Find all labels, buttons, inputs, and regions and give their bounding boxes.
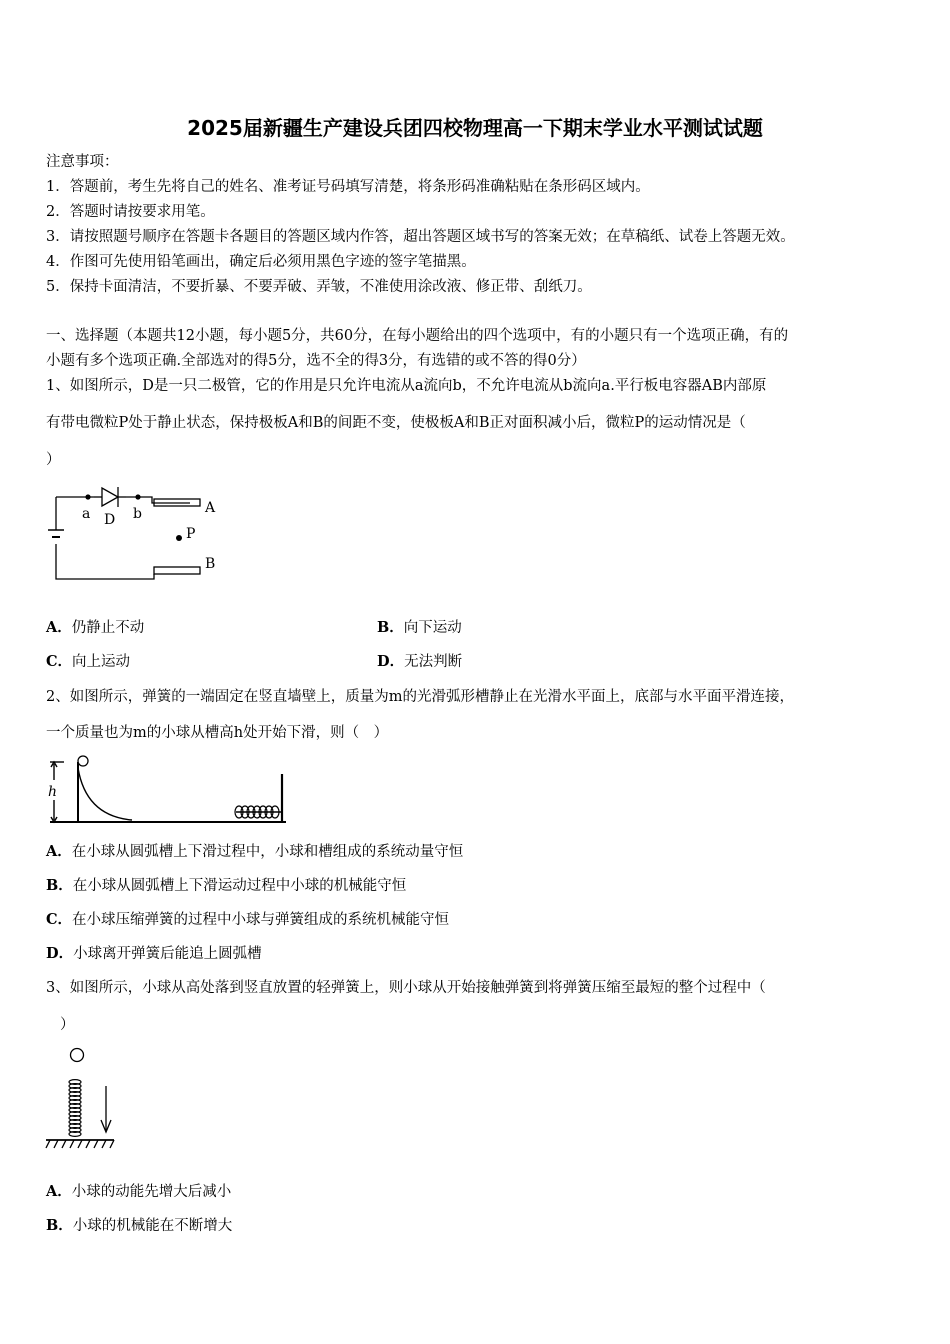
vertical-spring-icon <box>69 1080 81 1137</box>
q2-option-a[interactable]: A．在小球从圆弧槽上下滑过程中，小球和槽组成的系统动量守恒 <box>46 843 464 860</box>
q1-option-d[interactable]: D．无法判断 <box>377 653 463 670</box>
ball-icon <box>78 756 88 766</box>
q3-option-a[interactable]: A．小球的动能先增大后减小 <box>46 1183 232 1200</box>
down-arrow-icon <box>101 1086 111 1132</box>
label-plate-b: B <box>205 556 216 572</box>
label-p: P <box>186 526 196 542</box>
q1-option-c[interactable]: C．向上运动 <box>46 653 131 670</box>
q1-option-b[interactable]: B．向下运动 <box>377 619 462 636</box>
notice-item: 5．保持卡面清洁，不要折暴、不要弄破、弄皱，不准使用涂改液、修正带、刮纸刀。 <box>46 279 592 295</box>
q3-stem-line2: ） <box>60 1017 75 1033</box>
section-intro-line2: 小题有多个选项正确.全部选对的得5分，选不全的得3分，有选错的或不答的得0分） <box>46 353 586 369</box>
q2-stem-line1: 2、如图所示，弹簧的一端固定在竖直墙壁上，质量为m的光滑弧形槽静止在光滑水平面上，底部与水平面平滑连接， <box>46 689 794 705</box>
q3-falling-ball-figure <box>44 1044 120 1154</box>
page-title: 2025届新疆生产建设兵团四校物理高一下期末学业水平测试试题 <box>187 116 763 140</box>
label-b: b <box>133 506 142 522</box>
q3-option-b[interactable]: B．小球的机械能在不断增大 <box>46 1217 233 1234</box>
q1-option-a[interactable]: A．仍静止不动 <box>46 619 145 636</box>
label-h: h <box>48 784 58 800</box>
ball-icon <box>71 1049 84 1062</box>
q2-stem-line2: 一个质量也为m的小球从槽高h处开始下滑，则（ ） <box>46 725 389 741</box>
particle-p-dot <box>176 535 182 541</box>
q1-stem-line2: 有带电微粒P处于静止状态，保持极板A和B的间距不变，使极板A和B正对面积减小后，微粒P的运动情况是（ <box>46 415 746 431</box>
notice-item: 1．答题前，考生先将自己的姓名、准考证号码填写清楚，将条形码准确粘贴在条形码区域内。 <box>46 179 650 195</box>
label-d: D <box>104 512 116 528</box>
q2-arc-spring-figure <box>40 752 296 824</box>
notice-item: 2．答题时请按要求用笔。 <box>46 204 215 220</box>
q2-option-c[interactable]: C．在小球压缩弹簧的过程中小球与弹簧组成的系统机械能守恒 <box>46 911 450 928</box>
q2-option-b[interactable]: B．在小球从圆弧槽上下滑运动过程中小球的机械能守恒 <box>46 877 407 894</box>
q1-circuit-figure <box>40 480 230 586</box>
q2-option-d[interactable]: D．小球离开弹簧后能追上圆弧槽 <box>46 945 262 962</box>
q1-stem-line1: 1、如图所示，D是一只二极管，它的作用是只允许电流从a流向b，不允许电流从b流向a.平行板电容器AB内部原 <box>46 378 767 394</box>
label-a: a <box>82 506 91 522</box>
notice-heading: 注意事项： <box>46 154 119 170</box>
notice-item: 3．请按照题号顺序在答题卡各题目的答题区域内作答，超出答题区域书写的答案无效；在草稿纸、试卷上答题无效。 <box>46 229 795 245</box>
ground-hatch <box>46 1140 114 1148</box>
section-intro-line1: 一、选择题（本题共12小题，每小题5分，共60分，在每小题给出的四个选项中，有的小题只有一个选项正确，有的 <box>46 328 789 344</box>
label-plate-a: A <box>205 500 216 516</box>
q3-stem-line1: 3、如图所示，小球从高处落到竖直放置的轻弹簧上，则小球从开始接触弹簧到将弹簧压缩至最短的整个过程中（ <box>46 980 766 996</box>
q1-stem-line3: ） <box>46 452 61 468</box>
notice-item: 4．作图可先使用铅笔画出，确定后必须用黑色字迹的签字笔描黑。 <box>46 254 476 270</box>
